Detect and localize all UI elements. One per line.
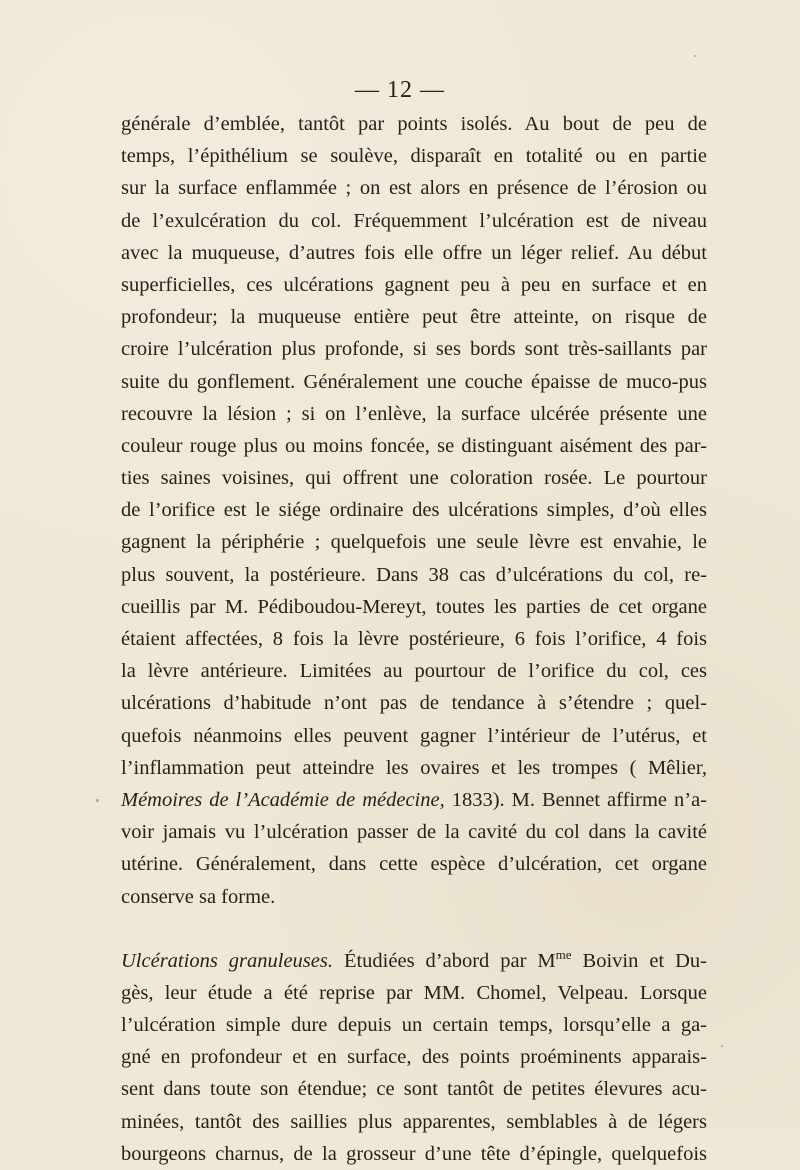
text-line: étaient affectées, 8 fois la lèvre postérieure, 6 fois l’orifice, 4 fois [121,628,707,650]
text-line: gès, leur étude a été reprise par MM. Chomel, Velpeau. Lorsque [121,981,707,1004]
section-first-line-text: Étudiées d’abord par M [332,949,556,972]
text-line: superficielles, ces ulcérations gagnent peu à peu en surface et en [121,273,707,296]
text-line: sent dans toute son étendue; ce sont tantôt de petites élevures acu- [121,1078,707,1101]
text-line-citation [121,784,707,816]
text-line: profondeur; la muqueuse entière peut être atteinte, on risque de [121,306,707,329]
text-line: avec la muqueuse, d’autres fois elle offre un léger relief. Au début [121,241,707,264]
text-line: suite du gonflement. Généralement une couche épaisse de muco-pus [121,370,707,393]
text-line: utérine. Généralement, dans cette espèce d’ulcération, cet organe [121,853,707,876]
text-line: de l’exulcération du col. Fréquemment l’ulcération est de niveau [121,209,707,232]
text-line: plus souvent, la postérieure. Dans 38 cas d’ulcérations du col, re- [121,563,707,586]
text-line: l’inflammation peut atteindre les ovaires et les trompes ( Mêlier, [121,756,707,779]
text-line: conserve sa forme. [121,885,276,908]
text-line: de l’orifice est le siége ordinaire des ulcérations simples, d’où elles [121,499,707,522]
text-line: bourgeons charnus, de la grosseur d’une tête d’épingle, quelquefois [121,1142,707,1165]
section-title-line [121,945,707,977]
text-line: gagnent la périphérie ; quelquefois une seule lèvre est envahie, le [121,531,707,554]
text-line: temps, l’épithélium se soulève, disparaît en totalité ou en partie [121,145,707,168]
text-line: minées, tantôt des saillies plus apparentes, semblables à de légers [121,1110,707,1133]
text-line: ties saines voisines, qui offrent une coloration rosée. Le pourtour [121,467,707,490]
paragraph-ulcerations-granuleuses [121,945,707,1170]
text-line: l’ulcération simple dure depuis un certain temps, lorsqu’elle a ga- [121,1014,707,1037]
text-line: croire l’ulcération plus profonde, si ses bords sont très-saillants par [121,338,707,361]
superscript-me: me [555,946,572,962]
text-line: couleur rouge plus ou moins foncée, se distinguant aisément des par- [121,434,707,457]
paragraph-ulcerations-simple [121,108,707,913]
section-title: Ulcérations granuleuses. [121,949,333,972]
text-line: gné en profondeur et en surface, des points proéminents apparais- [121,1046,707,1069]
text-line: la lèvre antérieure. Limitées au pourtour de l’orifice du col, ces [121,660,707,683]
text-line: voir jamais vu l’ulcération passer de la cavité du col dans la cavité [121,821,707,844]
text-line: cueillis par M. Pédiboudou-Mereyt, toutes les parties de cet organe [121,595,707,618]
text-line: quefois néanmoins elles peuvent gagner l’intérieur de l’utérus, et [121,724,707,747]
citation-title: Mémoires de l’Académie de médecine, [121,788,445,811]
page-number: — 12 — [355,77,445,103]
section-first-line-end: Boivin et Du- [571,949,707,972]
text-body [121,108,707,1170]
text-line: recouvre la lésion ; si on l’enlève, la surface ulcérée présente une [121,402,707,425]
paper-speck [694,55,696,57]
paper-speck [96,799,99,802]
citation-text: 1833). M. Bennet affirme n’a- [444,788,707,811]
text-line: générale d’emblée, tantôt par points isolés. Au bout de peu de [121,113,707,135]
text-line: ulcérations d’habitude n’ont pas de tendance à s’étendre ; quel- [121,692,707,715]
paper-speck [721,1045,723,1047]
text-line: sur la surface enflammée ; on est alors en présence de l’érosion ou [121,177,707,200]
